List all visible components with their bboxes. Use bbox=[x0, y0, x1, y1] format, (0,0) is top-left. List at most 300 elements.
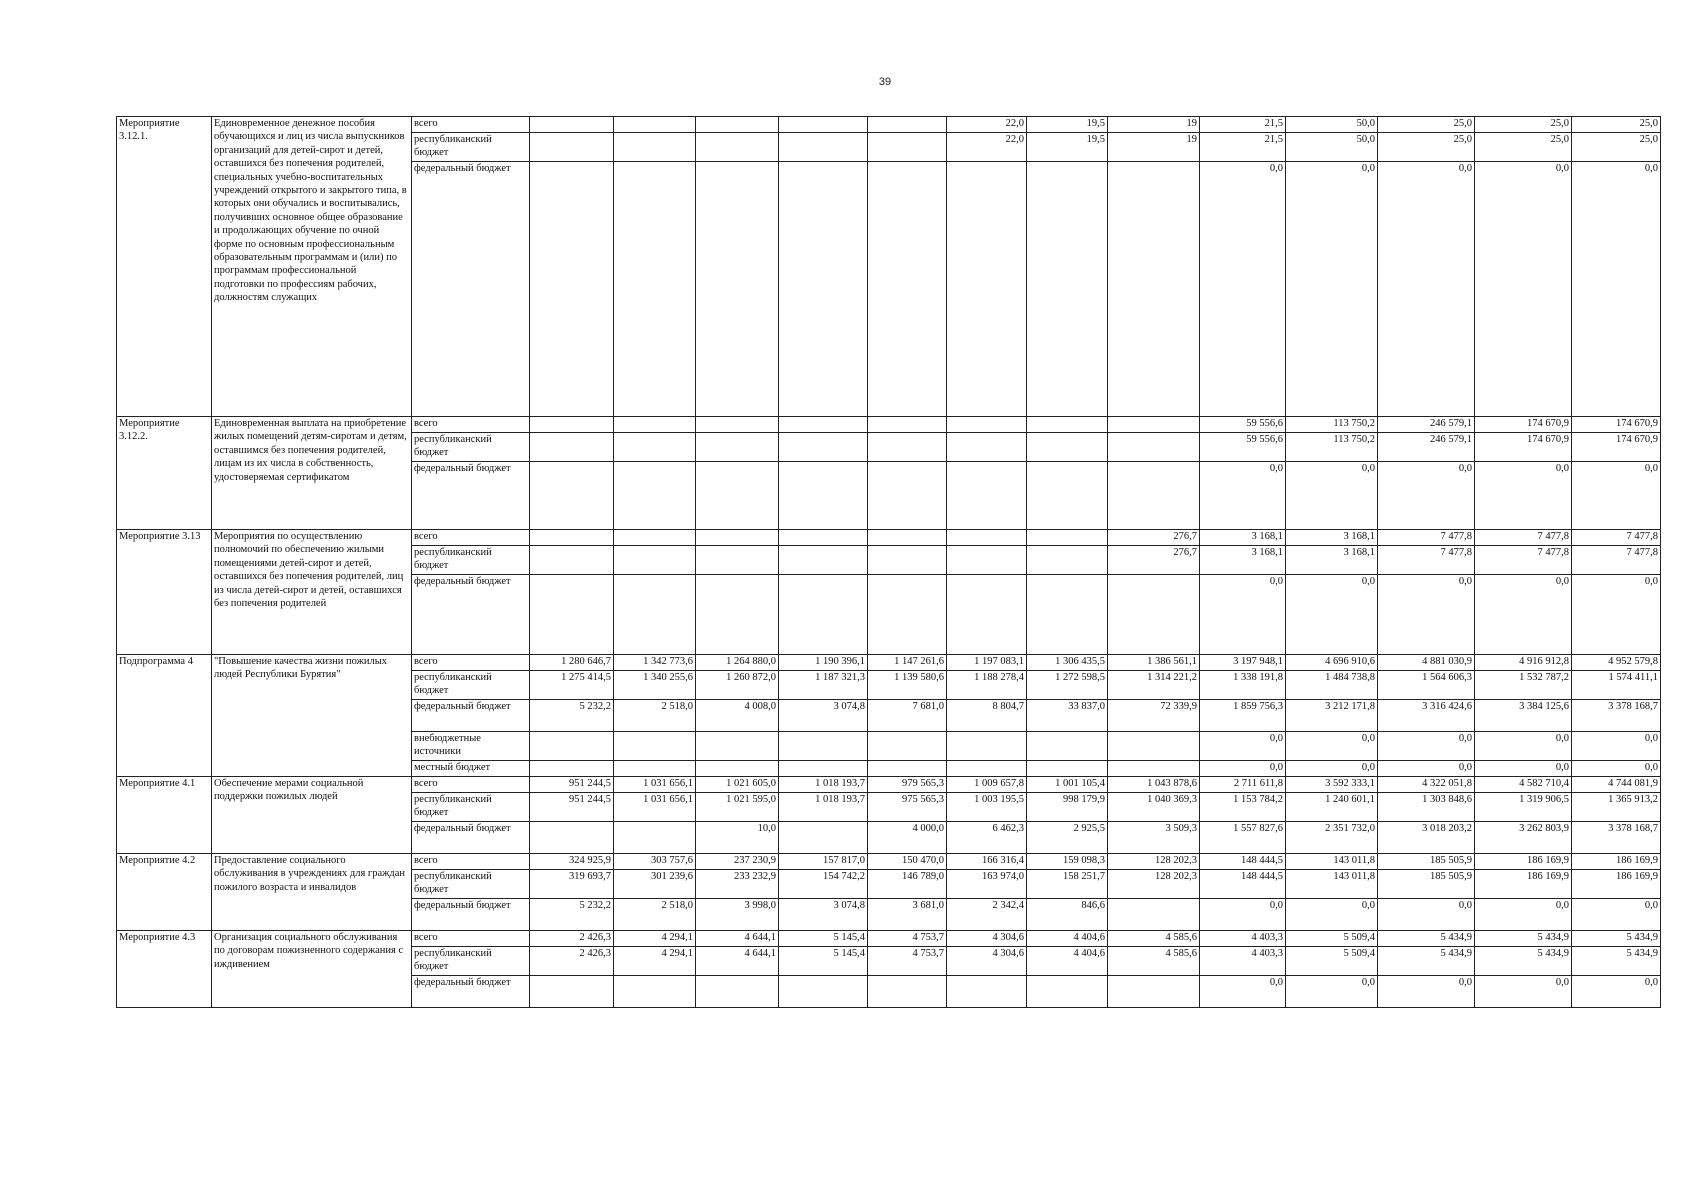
amount-cell: 186 169,9 bbox=[1475, 870, 1572, 899]
amount-cell bbox=[1108, 976, 1200, 1008]
amount-cell: 5 232,2 bbox=[530, 899, 614, 931]
amount-cell bbox=[868, 575, 947, 655]
amount-cell: 4 304,6 bbox=[947, 931, 1027, 947]
amount-cell: 1 314 221,2 bbox=[1108, 671, 1200, 700]
amount-cell: 4 952 579,8 bbox=[1572, 655, 1661, 671]
funding-source-всего: всего bbox=[412, 117, 530, 133]
amount-cell bbox=[1108, 162, 1200, 417]
amount-cell bbox=[868, 162, 947, 417]
amount-cell: 25,0 bbox=[1572, 133, 1661, 162]
program-title: Предоставление социального обслуживания в учреждениях для граждан пожилого возраста и инвалидов bbox=[212, 854, 412, 931]
amount-cell: 3 074,8 bbox=[779, 899, 868, 931]
amount-cell bbox=[614, 530, 696, 546]
amount-cell: 0,0 bbox=[1378, 976, 1475, 1008]
amount-cell: 186 169,9 bbox=[1475, 854, 1572, 870]
funding-source-федеральный-бюджет: федеральный бюджет bbox=[412, 162, 530, 417]
amount-cell: 0,0 bbox=[1378, 761, 1475, 777]
amount-cell: 185 505,9 bbox=[1378, 870, 1475, 899]
amount-cell: 1 564 606,3 bbox=[1378, 671, 1475, 700]
amount-cell bbox=[779, 822, 868, 854]
amount-cell bbox=[947, 761, 1027, 777]
amount-cell: 7 477,8 bbox=[1475, 530, 1572, 546]
amount-cell bbox=[779, 732, 868, 761]
funding-source-федеральный-бюджет: федеральный бюджет bbox=[412, 822, 530, 854]
amount-cell: 3 384 125,6 bbox=[1475, 700, 1572, 732]
amount-cell: 1 264 880,0 bbox=[696, 655, 779, 671]
amount-cell: 128 202,3 bbox=[1108, 854, 1200, 870]
amount-cell: 185 505,9 bbox=[1378, 854, 1475, 870]
amount-cell: 5 434,9 bbox=[1572, 931, 1661, 947]
amount-cell: 2 518,0 bbox=[614, 899, 696, 931]
amount-cell bbox=[868, 133, 947, 162]
program-code: Мероприятие 3.12.1. bbox=[117, 117, 212, 417]
amount-cell: 163 974,0 bbox=[947, 870, 1027, 899]
amount-cell bbox=[696, 761, 779, 777]
amount-cell bbox=[947, 732, 1027, 761]
amount-cell bbox=[1108, 575, 1200, 655]
amount-cell: 1 187 321,3 bbox=[779, 671, 868, 700]
amount-cell: 8 804,7 bbox=[947, 700, 1027, 732]
amount-cell: 0,0 bbox=[1286, 899, 1378, 931]
amount-cell: 19 bbox=[1108, 133, 1200, 162]
amount-cell: 3 378 168,7 bbox=[1572, 700, 1661, 732]
amount-cell: 4 753,7 bbox=[868, 931, 947, 947]
amount-cell bbox=[696, 575, 779, 655]
program-title: Организация социального обслуживания по договорам пожизненного содержания с иждивением bbox=[212, 931, 412, 1008]
amount-cell: 1 306 435,5 bbox=[1027, 655, 1108, 671]
amount-cell: 3 168,1 bbox=[1200, 546, 1286, 575]
amount-cell: 113 750,2 bbox=[1286, 433, 1378, 462]
amount-cell bbox=[1027, 530, 1108, 546]
amount-cell bbox=[947, 462, 1027, 530]
amount-cell bbox=[1108, 732, 1200, 761]
amount-cell bbox=[779, 761, 868, 777]
amount-cell: 25,0 bbox=[1378, 117, 1475, 133]
amount-cell bbox=[614, 433, 696, 462]
amount-cell: 1 018 193,7 bbox=[779, 777, 868, 793]
amount-cell: 3 168,1 bbox=[1200, 530, 1286, 546]
amount-cell: 2 426,3 bbox=[530, 947, 614, 976]
amount-cell: 1 188 278,4 bbox=[947, 671, 1027, 700]
amount-cell: 2 342,4 bbox=[947, 899, 1027, 931]
amount-cell: 4 008,0 bbox=[696, 700, 779, 732]
funding-source-республиканский-бюджет: республиканский бюджет bbox=[412, 671, 530, 700]
amount-cell bbox=[1027, 976, 1108, 1008]
amount-cell: 237 230,9 bbox=[696, 854, 779, 870]
amount-cell bbox=[696, 462, 779, 530]
amount-cell: 951 244,5 bbox=[530, 777, 614, 793]
amount-cell: 0,0 bbox=[1378, 899, 1475, 931]
amount-cell: 846,6 bbox=[1027, 899, 1108, 931]
amount-cell: 0,0 bbox=[1286, 162, 1378, 417]
amount-cell: 5 434,9 bbox=[1475, 947, 1572, 976]
amount-cell: 0,0 bbox=[1200, 575, 1286, 655]
amount-cell bbox=[1108, 433, 1200, 462]
amount-cell: 0,0 bbox=[1572, 162, 1661, 417]
amount-cell bbox=[614, 462, 696, 530]
amount-cell bbox=[530, 976, 614, 1008]
amount-cell: 1 532 787,2 bbox=[1475, 671, 1572, 700]
amount-cell: 7 477,8 bbox=[1378, 546, 1475, 575]
amount-cell: 3 316 424,6 bbox=[1378, 700, 1475, 732]
amount-cell bbox=[696, 133, 779, 162]
amount-cell: 2 518,0 bbox=[614, 700, 696, 732]
amount-cell bbox=[696, 546, 779, 575]
amount-cell: 72 339,9 bbox=[1108, 700, 1200, 732]
program-title: "Повышение качества жизни пожилых людей Республики Бурятия" bbox=[212, 655, 412, 777]
amount-cell: 0,0 bbox=[1572, 899, 1661, 931]
amount-cell: 25,0 bbox=[1475, 117, 1572, 133]
amount-cell bbox=[868, 732, 947, 761]
amount-cell: 4 404,6 bbox=[1027, 947, 1108, 976]
amount-cell: 2 351 732,0 bbox=[1286, 822, 1378, 854]
amount-cell: 951 244,5 bbox=[530, 793, 614, 822]
amount-cell: 233 232,9 bbox=[696, 870, 779, 899]
amount-cell: 150 470,0 bbox=[868, 854, 947, 870]
program-code: Мероприятие 4.3 bbox=[117, 931, 212, 1008]
amount-cell: 1 031 656,1 bbox=[614, 793, 696, 822]
amount-cell bbox=[530, 462, 614, 530]
table-row bbox=[117, 931, 1661, 947]
amount-cell: 25,0 bbox=[1378, 133, 1475, 162]
amount-cell bbox=[868, 976, 947, 1008]
funding-source-республиканский-бюджет: республиканский бюджет bbox=[412, 433, 530, 462]
amount-cell: 4 304,6 bbox=[947, 947, 1027, 976]
program-title: Единовременное денежное пособия обучающихся и лиц из числа выпускников организаций для детей-сирот и детей, оставшихся без попечения родителей, специальных учебно-воспитательных учреждений открытого и закрытого типа, в которых они обучались и воспитывались, получивших основное общее образование и продолжающих обучение по очной форме по основным профессиональным образовательным программам и (или) по программам профессиональной подготовки по профессиям рабочих, должностям служащих bbox=[212, 117, 412, 417]
program-code: Мероприятие 4.2 bbox=[117, 854, 212, 931]
amount-cell: 1 021 595,0 bbox=[696, 793, 779, 822]
amount-cell bbox=[1027, 546, 1108, 575]
amount-cell: 0,0 bbox=[1475, 732, 1572, 761]
funding-source-всего: всего bbox=[412, 417, 530, 433]
amount-cell bbox=[530, 546, 614, 575]
program-code: Мероприятие 3.13 bbox=[117, 530, 212, 655]
amount-cell: 4 916 912,8 bbox=[1475, 655, 1572, 671]
amount-cell bbox=[1108, 417, 1200, 433]
amount-cell: 25,0 bbox=[1475, 133, 1572, 162]
amount-cell: 0,0 bbox=[1286, 575, 1378, 655]
amount-cell: 3 197 948,1 bbox=[1200, 655, 1286, 671]
amount-cell: 22,0 bbox=[947, 133, 1027, 162]
amount-cell: 3 212 171,8 bbox=[1286, 700, 1378, 732]
amount-cell: 7 477,8 bbox=[1475, 546, 1572, 575]
amount-cell: 3 262 803,9 bbox=[1475, 822, 1572, 854]
amount-cell: 1 021 605,0 bbox=[696, 777, 779, 793]
amount-cell: 0,0 bbox=[1378, 732, 1475, 761]
amount-cell: 0,0 bbox=[1378, 575, 1475, 655]
amount-cell: 4 294,1 bbox=[614, 947, 696, 976]
amount-cell bbox=[947, 162, 1027, 417]
amount-cell: 0,0 bbox=[1286, 976, 1378, 1008]
amount-cell: 4 744 081,9 bbox=[1572, 777, 1661, 793]
amount-cell: 166 316,4 bbox=[947, 854, 1027, 870]
amount-cell: 0,0 bbox=[1572, 761, 1661, 777]
amount-cell bbox=[530, 575, 614, 655]
amount-cell bbox=[868, 433, 947, 462]
amount-cell: 3 998,0 bbox=[696, 899, 779, 931]
funding-table bbox=[116, 116, 1661, 1008]
funding-source-республиканский-бюджет: республиканский бюджет bbox=[412, 947, 530, 976]
amount-cell bbox=[530, 761, 614, 777]
amount-cell: 50,0 bbox=[1286, 117, 1378, 133]
amount-cell: 113 750,2 bbox=[1286, 417, 1378, 433]
amount-cell: 0,0 bbox=[1378, 462, 1475, 530]
amount-cell: 1 197 083,1 bbox=[947, 655, 1027, 671]
amount-cell bbox=[614, 976, 696, 1008]
amount-cell: 59 556,6 bbox=[1200, 417, 1286, 433]
amount-cell: 4 585,6 bbox=[1108, 931, 1200, 947]
amount-cell: 5 145,4 bbox=[779, 931, 868, 947]
amount-cell: 2 426,3 bbox=[530, 931, 614, 947]
amount-cell: 0,0 bbox=[1200, 976, 1286, 1008]
amount-cell: 4 881 030,9 bbox=[1378, 655, 1475, 671]
amount-cell: 159 098,3 bbox=[1027, 854, 1108, 870]
funding-source-местный-бюджет: местный бюджет bbox=[412, 761, 530, 777]
amount-cell: 0,0 bbox=[1200, 732, 1286, 761]
amount-cell bbox=[530, 133, 614, 162]
program-code: Подпрограмма 4 bbox=[117, 655, 212, 777]
amount-cell: 2 711 611,8 bbox=[1200, 777, 1286, 793]
program-title: Мероприятия по осуществлению полномочий по обеспечению жилыми помещениями детей-сирот и детей, оставшихся без попечения родителей, лиц из числа детей-сирот и детей, оставшихся без попечения родителей bbox=[212, 530, 412, 655]
amount-cell bbox=[530, 530, 614, 546]
amount-cell: 3 509,3 bbox=[1108, 822, 1200, 854]
funding-source-всего: всего bbox=[412, 931, 530, 947]
amount-cell: 4 582 710,4 bbox=[1475, 777, 1572, 793]
amount-cell: 174 670,9 bbox=[1475, 417, 1572, 433]
amount-cell: 4 644,1 bbox=[696, 931, 779, 947]
amount-cell bbox=[1027, 462, 1108, 530]
program-title: Обеспечение мерами социальной поддержки пожилых людей bbox=[212, 777, 412, 854]
amount-cell: 33 837,0 bbox=[1027, 700, 1108, 732]
table-row bbox=[117, 655, 1661, 671]
amount-cell bbox=[779, 575, 868, 655]
amount-cell: 22,0 bbox=[947, 117, 1027, 133]
amount-cell: 59 556,6 bbox=[1200, 433, 1286, 462]
amount-cell bbox=[614, 162, 696, 417]
amount-cell: 3 168,1 bbox=[1286, 530, 1378, 546]
amount-cell: 1 240 601,1 bbox=[1286, 793, 1378, 822]
amount-cell bbox=[696, 433, 779, 462]
amount-cell: 5 509,4 bbox=[1286, 947, 1378, 976]
table-row bbox=[117, 117, 1661, 133]
amount-cell bbox=[696, 530, 779, 546]
amount-cell bbox=[1027, 417, 1108, 433]
amount-cell: 157 817,0 bbox=[779, 854, 868, 870]
amount-cell: 4 644,1 bbox=[696, 947, 779, 976]
amount-cell: 0,0 bbox=[1200, 462, 1286, 530]
amount-cell bbox=[868, 417, 947, 433]
amount-cell: 0,0 bbox=[1200, 899, 1286, 931]
amount-cell: 2 925,5 bbox=[1027, 822, 1108, 854]
amount-cell bbox=[530, 433, 614, 462]
amount-cell: 1 190 396,1 bbox=[779, 655, 868, 671]
amount-cell: 1 043 878,6 bbox=[1108, 777, 1200, 793]
amount-cell: 4 000,0 bbox=[868, 822, 947, 854]
amount-cell: 1 574 411,1 bbox=[1572, 671, 1661, 700]
funding-source-всего: всего bbox=[412, 655, 530, 671]
amount-cell: 0,0 bbox=[1572, 732, 1661, 761]
amount-cell: 1 001 105,4 bbox=[1027, 777, 1108, 793]
amount-cell: 148 444,5 bbox=[1200, 854, 1286, 870]
amount-cell: 5 434,9 bbox=[1572, 947, 1661, 976]
funding-source-республиканский-бюджет: республиканский бюджет bbox=[412, 133, 530, 162]
amount-cell bbox=[696, 976, 779, 1008]
amount-cell bbox=[614, 822, 696, 854]
amount-cell: 1 280 646,7 bbox=[530, 655, 614, 671]
amount-cell: 7 477,8 bbox=[1572, 530, 1661, 546]
amount-cell: 3 378 168,7 bbox=[1572, 822, 1661, 854]
amount-cell: 5 509,4 bbox=[1286, 931, 1378, 947]
amount-cell bbox=[1027, 575, 1108, 655]
amount-cell: 979 565,3 bbox=[868, 777, 947, 793]
amount-cell bbox=[1027, 162, 1108, 417]
amount-cell: 0,0 bbox=[1572, 575, 1661, 655]
amount-cell: 324 925,9 bbox=[530, 854, 614, 870]
amount-cell: 1 031 656,1 bbox=[614, 777, 696, 793]
amount-cell: 0,0 bbox=[1475, 761, 1572, 777]
amount-cell: 0,0 bbox=[1286, 761, 1378, 777]
amount-cell: 4 753,7 bbox=[868, 947, 947, 976]
amount-cell: 21,5 bbox=[1200, 133, 1286, 162]
amount-cell: 5 434,9 bbox=[1378, 947, 1475, 976]
page-number: 39 bbox=[878, 76, 892, 88]
amount-cell bbox=[947, 433, 1027, 462]
amount-cell: 174 670,9 bbox=[1572, 433, 1661, 462]
amount-cell bbox=[779, 417, 868, 433]
amount-cell: 1 484 738,8 bbox=[1286, 671, 1378, 700]
amount-cell: 158 251,7 bbox=[1027, 870, 1108, 899]
amount-cell: 0,0 bbox=[1475, 899, 1572, 931]
table-row bbox=[117, 854, 1661, 870]
amount-cell bbox=[614, 417, 696, 433]
amount-cell: 174 670,9 bbox=[1572, 417, 1661, 433]
amount-cell bbox=[696, 162, 779, 417]
amount-cell: 1 018 193,7 bbox=[779, 793, 868, 822]
funding-source-всего: всего bbox=[412, 777, 530, 793]
program-code: Мероприятие 3.12.2. bbox=[117, 417, 212, 530]
amount-cell: 1 153 784,2 bbox=[1200, 793, 1286, 822]
amount-cell: 1 303 848,6 bbox=[1378, 793, 1475, 822]
amount-cell bbox=[779, 546, 868, 575]
amount-cell: 0,0 bbox=[1378, 162, 1475, 417]
amount-cell: 3 592 333,1 bbox=[1286, 777, 1378, 793]
amount-cell: 1 272 598,5 bbox=[1027, 671, 1108, 700]
amount-cell bbox=[868, 462, 947, 530]
funding-source-республиканский-бюджет: республиканский бюджет bbox=[412, 793, 530, 822]
amount-cell bbox=[868, 546, 947, 575]
amount-cell bbox=[947, 575, 1027, 655]
amount-cell bbox=[1108, 899, 1200, 931]
table-row bbox=[117, 777, 1661, 793]
amount-cell bbox=[1027, 732, 1108, 761]
amount-cell: 1 147 261,6 bbox=[868, 655, 947, 671]
amount-cell: 19,5 bbox=[1027, 117, 1108, 133]
amount-cell: 5 145,4 bbox=[779, 947, 868, 976]
amount-cell: 19 bbox=[1108, 117, 1200, 133]
amount-cell: 1 342 773,6 bbox=[614, 655, 696, 671]
funding-source-федеральный-бюджет: федеральный бюджет bbox=[412, 899, 530, 931]
amount-cell: 3 018 203,2 bbox=[1378, 822, 1475, 854]
amount-cell bbox=[947, 530, 1027, 546]
amount-cell bbox=[696, 117, 779, 133]
funding-source-республиканский-бюджет: республиканский бюджет bbox=[412, 870, 530, 899]
amount-cell: 0,0 bbox=[1475, 162, 1572, 417]
amount-cell: 3 168,1 bbox=[1286, 546, 1378, 575]
amount-cell: 148 444,5 bbox=[1200, 870, 1286, 899]
amount-cell: 143 011,8 bbox=[1286, 854, 1378, 870]
amount-cell: 3 074,8 bbox=[779, 700, 868, 732]
amount-cell: 3 681,0 bbox=[868, 899, 947, 931]
amount-cell: 4 403,3 bbox=[1200, 947, 1286, 976]
amount-cell bbox=[947, 417, 1027, 433]
table-row bbox=[117, 417, 1661, 433]
amount-cell: 174 670,9 bbox=[1475, 433, 1572, 462]
amount-cell: 301 239,6 bbox=[614, 870, 696, 899]
amount-cell: 146 789,0 bbox=[868, 870, 947, 899]
amount-cell bbox=[779, 530, 868, 546]
funding-source-федеральный-бюджет: федеральный бюджет bbox=[412, 700, 530, 732]
amount-cell bbox=[947, 546, 1027, 575]
amount-cell bbox=[530, 417, 614, 433]
amount-cell bbox=[779, 976, 868, 1008]
amount-cell: 975 565,3 bbox=[868, 793, 947, 822]
amount-cell: 1 319 906,5 bbox=[1475, 793, 1572, 822]
amount-cell: 6 462,3 bbox=[947, 822, 1027, 854]
amount-cell: 998 179,9 bbox=[1027, 793, 1108, 822]
amount-cell bbox=[696, 417, 779, 433]
funding-source-всего: всего bbox=[412, 530, 530, 546]
amount-cell: 25,0 bbox=[1572, 117, 1661, 133]
amount-cell: 1 386 561,1 bbox=[1108, 655, 1200, 671]
table-row bbox=[117, 530, 1661, 546]
amount-cell: 10,0 bbox=[696, 822, 779, 854]
amount-cell bbox=[614, 117, 696, 133]
amount-cell: 0,0 bbox=[1572, 462, 1661, 530]
amount-cell: 0,0 bbox=[1286, 732, 1378, 761]
amount-cell: 5 232,2 bbox=[530, 700, 614, 732]
amount-cell bbox=[530, 732, 614, 761]
amount-cell: 186 169,9 bbox=[1572, 854, 1661, 870]
amount-cell: 276,7 bbox=[1108, 546, 1200, 575]
amount-cell bbox=[947, 976, 1027, 1008]
amount-cell bbox=[868, 530, 947, 546]
amount-cell bbox=[614, 761, 696, 777]
amount-cell: 276,7 bbox=[1108, 530, 1200, 546]
amount-cell: 1 340 255,6 bbox=[614, 671, 696, 700]
amount-cell: 1 365 913,2 bbox=[1572, 793, 1661, 822]
amount-cell: 319 693,7 bbox=[530, 870, 614, 899]
amount-cell: 0,0 bbox=[1572, 976, 1661, 1008]
amount-cell: 1 003 195,5 bbox=[947, 793, 1027, 822]
amount-cell bbox=[614, 575, 696, 655]
amount-cell: 246 579,1 bbox=[1378, 417, 1475, 433]
amount-cell: 50,0 bbox=[1286, 133, 1378, 162]
amount-cell: 1 557 827,6 bbox=[1200, 822, 1286, 854]
amount-cell bbox=[779, 433, 868, 462]
funding-source-федеральный-бюджет: федеральный бюджет bbox=[412, 976, 530, 1008]
amount-cell bbox=[868, 761, 947, 777]
amount-cell: 4 294,1 bbox=[614, 931, 696, 947]
amount-cell: 1 859 756,3 bbox=[1200, 700, 1286, 732]
amount-cell bbox=[868, 117, 947, 133]
amount-cell bbox=[696, 732, 779, 761]
amount-cell: 0,0 bbox=[1200, 761, 1286, 777]
amount-cell: 5 434,9 bbox=[1378, 931, 1475, 947]
amount-cell bbox=[614, 133, 696, 162]
amount-cell: 5 434,9 bbox=[1475, 931, 1572, 947]
amount-cell bbox=[779, 462, 868, 530]
funding-source-внебюджетные-источники: внебюджетные источники bbox=[412, 732, 530, 761]
